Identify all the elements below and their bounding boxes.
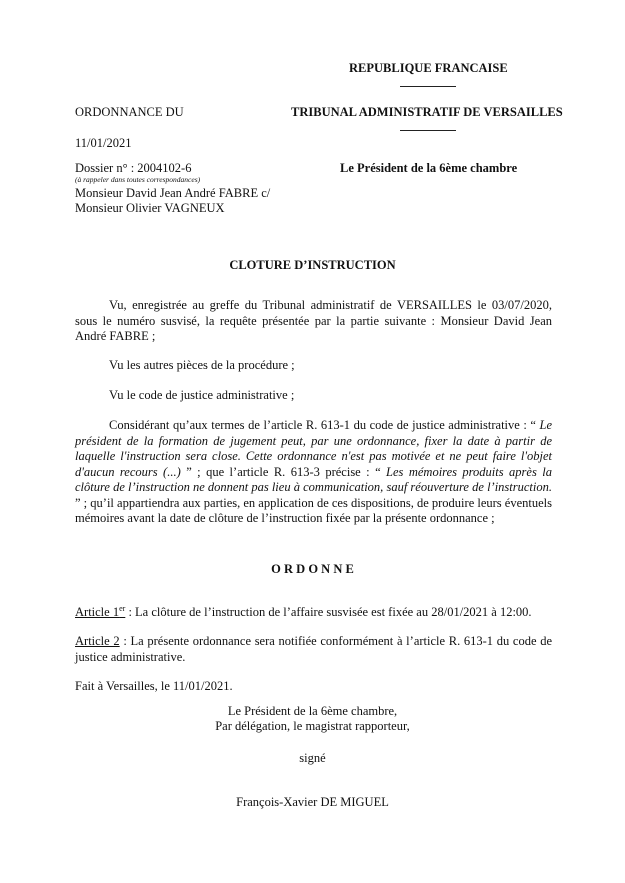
- ordonne-heading: O R D O N N E: [271, 562, 354, 576]
- signatory-name: François-Xavier DE MIGUEL: [236, 795, 389, 809]
- paragraph-registration: Vu, enregistrée au greffe du Tribunal administratif de VERSAILLES le 03/07/2020, sous le numéro susvisé, la requête présentée par la partie suivante : Monsieur David Jean André FABRE ;: [75, 298, 552, 343]
- ordonnance-date: 11/01/2021: [75, 136, 132, 150]
- article-2: [75, 634, 552, 665]
- republic-divider: [400, 86, 456, 87]
- article-2-text: : La présente ordonnance sera notifiée conformément à l’article R. 613-1 du code de justice administrative.: [75, 634, 552, 664]
- signature-signed: signé: [299, 751, 326, 765]
- quote-r613-3: Les mémoires produits après la clôture de l’instruction ne donnent pas lieu à communication, sauf réouverture de l’instruction.: [75, 464, 552, 494]
- fait-a-versailles: Fait à Versailles, le 11/01/2021.: [75, 679, 233, 693]
- tribunal-heading: TRIBUNAL ADMINISTRATIF DE VERSAILLES: [291, 105, 563, 119]
- paragraph-considerant: [75, 418, 552, 527]
- considerant-end: ” ; qu’il appartiendra aux parties, en application de ces dispositions, de produire leurs éventuels mémoires avant la date de clôture de l’instruction fixée par la présente ordonnance ;: [75, 495, 552, 525]
- signature-line-2: Par délégation, le magistrat rapporteur,: [215, 719, 410, 733]
- considerant-intro: Considérant qu’aux termes de l’article R. 613-1 du code de justice administrative : “: [109, 418, 540, 432]
- republic-heading: REPUBLIQUE FRANCAISE: [349, 61, 508, 75]
- quote-r613-1: Le président de la formation de jugement peut, par une ordonnance, fixer la date à partir de laquelle l'instruction sera close. Cette ordonnance n'est pas motivée et ne peut faire l'objet d'aucun recours (...): [75, 418, 552, 479]
- considerant-middle: ” ; que l’article R. 613-3 précise : “: [180, 464, 387, 479]
- paragraph-code: Vu le code de justice administrative ;: [109, 388, 295, 402]
- dossier-note: (à rappeler dans toutes correspondances): [75, 175, 201, 184]
- signature-line-1: Le Président de la 6ème chambre,: [227, 704, 398, 718]
- article-2-label: Article 2: [75, 634, 120, 648]
- article-1-label: Article 1er: [75, 603, 126, 619]
- paragraph-pieces: Vu les autres pièces de la procédure ;: [109, 358, 295, 372]
- dossier-number: Dossier n° : 2004102-6: [75, 161, 192, 175]
- tribunal-divider: [400, 130, 456, 131]
- president-heading: Le Président de la 6ème chambre: [340, 161, 518, 175]
- article-1: [75, 605, 552, 621]
- parties-line-2: Monsieur Olivier VAGNEUX: [75, 201, 225, 215]
- document-title: CLOTURE D’INSTRUCTION: [229, 258, 396, 272]
- ordonnance-label: ORDONNANCE DU: [75, 105, 184, 119]
- parties-line-1: Monsieur David Jean André FABRE c/: [75, 186, 271, 200]
- article-1-text: : La clôture de l’instruction de l’affaire susvisée est fixée au 28/01/2021 à 12:00.: [125, 605, 532, 619]
